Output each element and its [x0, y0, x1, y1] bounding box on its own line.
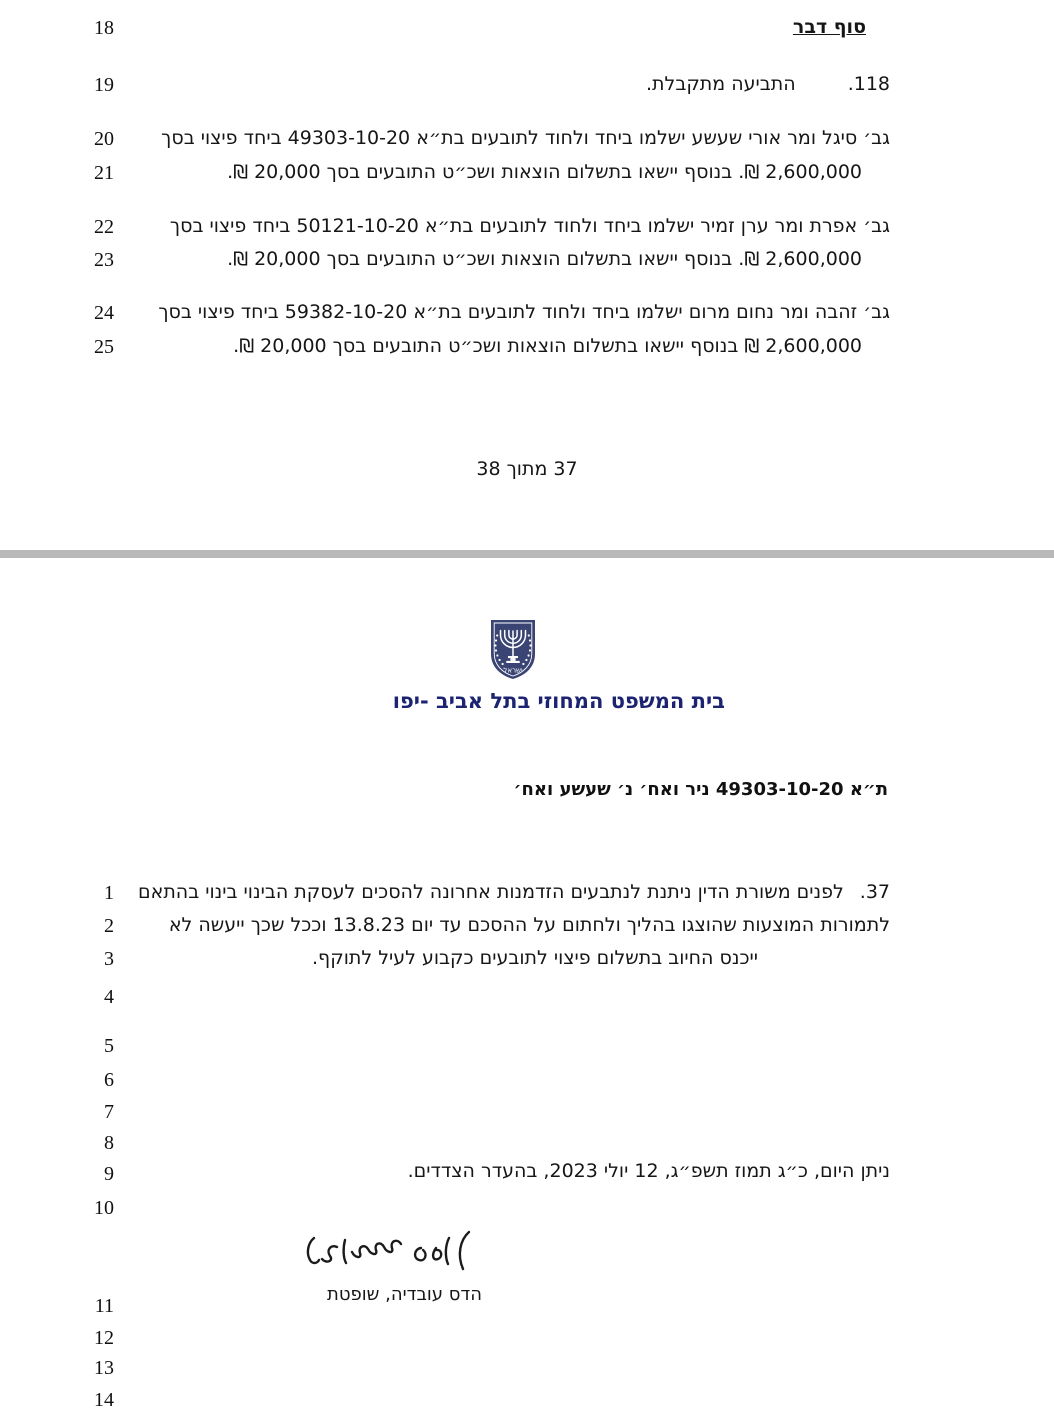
line-number: 23 [94, 249, 114, 271]
line-number: 24 [94, 302, 114, 324]
date-line: ניתן היום, כ״ג תמוז תשפ״ג, 12 יולי 2023, בהעדר הצדדים. [407, 1160, 890, 1182]
line-number: 20 [94, 128, 114, 150]
line-number: 2 [104, 915, 114, 937]
line-number: 19 [94, 74, 114, 96]
conclusion-heading: סוף דבר [792, 16, 866, 38]
paragraph-37-row [138, 879, 890, 905]
line-number: 13 [94, 1357, 114, 1379]
line-number: 18 [94, 17, 114, 39]
line-number: 9 [104, 1163, 114, 1185]
paragraph-37-line: ייכנס החיוב בתשלום פיצוי לתובעים כקבוע לעיל לתוקף. [312, 947, 758, 969]
judgment-line: גב׳ אפרת ומר ערן זמיר ישלמו ביחד ולחוד לתובעים בת״א 50121-10-20 ביחד פיצוי בסך [169, 215, 890, 237]
judge-name-caption: הדס עובדיה, שופטת [327, 1284, 483, 1305]
ruling-text: התביעה מתקבלת. [646, 73, 796, 95]
line-number: 4 [104, 986, 114, 1008]
line-number: 12 [94, 1327, 114, 1349]
page-divider [0, 550, 1054, 558]
paragraph-37-line: לפנים משורת הדין ניתנת לנתבעים הזדמנות אחרונה להסכים לעסקת הבינוי בינוי בהתאם [138, 881, 844, 903]
paragraph-number: 37. [859, 881, 890, 903]
judgment-line: 2,600,000 ₪. בנוסף יישאו בתשלום הוצאות ושכ״ט התובעים בסך 20,000 ₪. [227, 161, 862, 183]
line-number: 7 [104, 1101, 114, 1123]
page-number-indicator: 37 מתוך 38 [476, 458, 578, 480]
israel-state-emblem-icon [488, 618, 538, 682]
ruling-paragraph-number: 118. [847, 73, 890, 95]
ruling-row [646, 71, 890, 97]
judgment-line: גב׳ זהבה ומר נחום מרום ישלמו ביחד ולחוד לתובעים בת״א 59382-10-20 ביחד פיצוי בסך [158, 301, 890, 323]
judgment-line: 2,600,000 ₪ בנוסף יישאו בתשלום הוצאות ושכ״ט התובעים בסך 20,000 ₪. [233, 335, 862, 357]
judgment-line: 2,600,000 ₪. בנוסף יישאו בתשלום הוצאות ושכ״ט התובעים בסך 20,000 ₪. [227, 248, 862, 270]
line-number: 3 [104, 948, 114, 970]
line-number: 10 [94, 1197, 114, 1219]
line-number: 8 [104, 1132, 114, 1154]
line-number: 14 [94, 1389, 114, 1411]
line-number: 6 [104, 1069, 114, 1091]
line-number: 11 [94, 1295, 114, 1317]
line-number: 5 [104, 1035, 114, 1057]
line-number: 22 [94, 216, 114, 238]
judgment-line: גב׳ סיגל ומר אורי שעשע ישלמו ביחד ולחוד לתובעים בת״א 49303-10-20 ביחד פיצוי בסך [161, 127, 890, 149]
paragraph-37-line: לתמורות המוצעות שהוצגו בהליך ולחתום על ההסכם עד יום 13.8.23 וככל שכך ייעשה לא [168, 914, 890, 936]
line-number: 25 [94, 336, 114, 358]
emblem-caption: ישראל [503, 666, 523, 675]
case-title: ת״א 49303-10-20 ניר ואח׳ נ׳ שעשע ואח׳ [513, 779, 888, 800]
judge-signature [297, 1227, 477, 1279]
court-title: בית המשפט המחוזי בתל אביב -יפו [392, 689, 725, 713]
line-number: 21 [94, 162, 114, 184]
line-number: 1 [104, 882, 114, 904]
